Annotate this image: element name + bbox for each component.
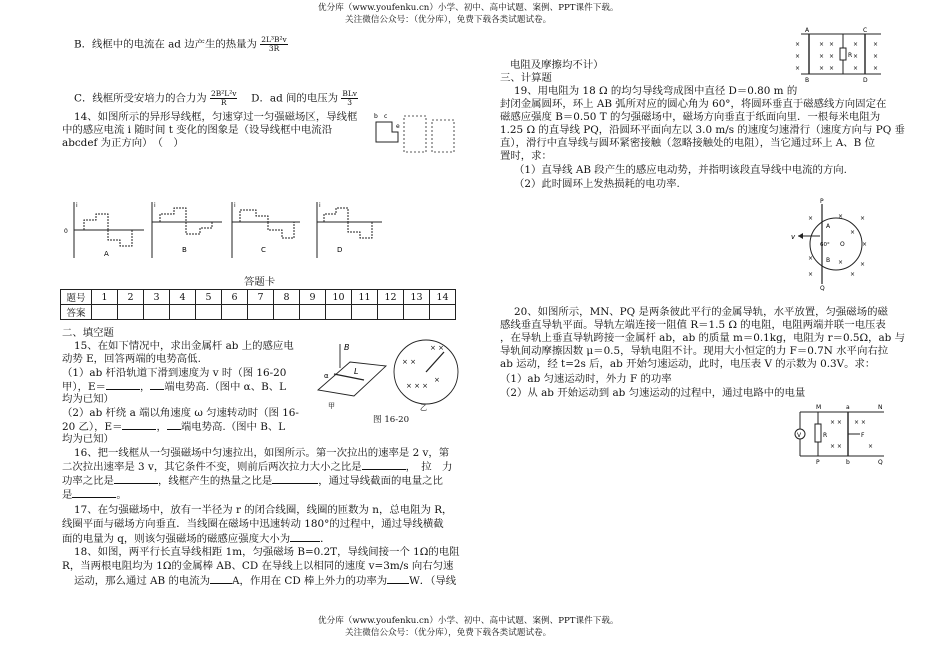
q15-blank-1[interactable]: [106, 380, 140, 390]
svg-text:×: ×: [829, 53, 835, 60]
label-jia: 甲: [328, 402, 335, 410]
svg-text:×: ×: [873, 65, 879, 72]
svg-text:×: ×: [838, 213, 844, 220]
card-num: 3: [144, 290, 170, 305]
q15-line-5: （2）ab 杆绕 a 端以角速度 ω 匀速转动时（图 16-: [62, 407, 299, 419]
answer-cell[interactable]: [92, 305, 118, 320]
svg-text:i: i: [319, 202, 321, 209]
answer-cell[interactable]: [144, 305, 170, 320]
card-num: 2: [118, 290, 144, 305]
q17-line-1: 17、在匀强磁场中，放有一半径为 r 的闭合线圈，线圈的匝数为 n，总电阻为 R，: [74, 504, 453, 516]
svg-text:×: ×: [808, 255, 814, 262]
q15-line-3: （1）ab 杆沿轨道下滑到速度为 v 时（图 16-20: [62, 367, 287, 379]
answer-card-title: 答题卡: [244, 276, 276, 288]
svg-text:×: ×: [795, 53, 801, 60]
header-line-1: 优分库（www.youfenku.cn）小学、初中、高中试题、案例、PPT课件下载。: [318, 3, 619, 13]
q19-line-2: 封闭金属圆环，环上 AB 弧所对应的圆心角为 60°，将圆环垂直于磁感线方向固定在: [500, 98, 887, 110]
graph-c: [232, 202, 300, 258]
answer-cell[interactable]: [326, 305, 352, 320]
q15-line-3b: 甲），E＝ ， 端电势高.（图中 α、B、L: [62, 381, 287, 393]
q15-blank-4[interactable]: [167, 420, 181, 430]
label-alpha: α: [324, 372, 329, 380]
answer-cell[interactable]: [196, 305, 222, 320]
q13-d-fraction: $\frac{\text{BLv}}{3}$: [342, 89, 358, 107]
q18-line-1: 18、如图，两平行长直导线相距 1m，匀强磁场 B=0.2T，导线间接一个 1Ω的电阻: [74, 546, 460, 558]
figure-jia: [318, 343, 386, 410]
answer-card-row-answers: [61, 305, 456, 320]
svg-text:× ×: × ×: [830, 443, 842, 450]
label-f: F: [861, 432, 865, 439]
q19-sub-2: （2）此时圆环上发热损耗的电功率.: [514, 178, 680, 190]
svg-text:×: ×: [829, 41, 835, 48]
svg-text:×: ×: [850, 271, 856, 278]
svg-text:i: i: [76, 202, 78, 209]
card-num: 8: [274, 290, 300, 305]
q20-line-5: ab 运动，经 t=2s 后，ab 开始匀速运动，此时，电压表 V 的示数为 0.3V。求：: [500, 358, 876, 370]
label-c: C: [863, 27, 868, 34]
svg-text:0: 0: [64, 228, 68, 235]
card-num: 14: [430, 290, 456, 305]
graph-d-label: D: [337, 246, 343, 254]
svg-text:×: ×: [853, 53, 859, 60]
q19-ring-figure: [790, 200, 870, 290]
q16-line-1: 16、把一线框从一匀强磁场中匀速拉出，如图所示。第一次拉出的速率是 2 v，第: [74, 447, 450, 459]
label-r: R: [823, 432, 828, 439]
answer-cell[interactable]: [274, 305, 300, 320]
answer-cell[interactable]: [352, 305, 378, 320]
svg-text:×: ×: [838, 259, 844, 266]
footer-line-1: 优分库（www.youfenku.cn）小学、初中、高中试题、案例、PPT课件下载。: [318, 616, 619, 626]
q19-line-5: 直），滑行中直导线与圆环紧密接触（忽略接触处的电阻），当它通过环上 A、B 位: [500, 137, 876, 149]
q15-blank-2[interactable]: [150, 380, 164, 390]
graph-b: [152, 202, 222, 258]
label-b: b: [846, 459, 850, 466]
svg-text:× ×: × ×: [402, 358, 416, 366]
q15-line-7: 均为已知）: [62, 433, 114, 445]
q19-sub-1: （1）直导线 AB 段产生的感应电动势，并指明该段直导线中电流的方向.: [514, 164, 847, 176]
q18-tail: 电阻及摩擦均不计）: [510, 59, 604, 71]
field-region-2: [432, 120, 454, 152]
label-q: Q: [878, 459, 883, 466]
graph-b-label: B: [182, 246, 187, 254]
label-r: R: [848, 52, 853, 59]
q19-line-1: 19、用电阻为 18 Ω 的均匀导线弯成图中直径 D＝0.80 m 的: [514, 85, 798, 97]
svg-text:×: ×: [808, 215, 814, 222]
q20-line-3: ，在导轨上垂直导轨跨接一金属杆 ab，ab 的质量 m＝0.1kg，电阻为 r＝0.5Ω，ab 与: [500, 332, 906, 344]
rotating-rod: [426, 352, 444, 372]
label-a: A: [826, 223, 831, 230]
label-a: a: [846, 404, 850, 411]
q18-blank-2[interactable]: [387, 574, 409, 584]
label-q: Q: [820, 285, 825, 292]
q13-c-fraction: $\frac{\text{2B²L²v}}{R}$: [210, 89, 237, 107]
q19-line-4: 1.25 Ω 的直导线 PQ，沿圆环平面向左以 3.0 m/s 的速度匀速滑行（速度方向与 PQ 垂: [500, 124, 905, 136]
q18-blank-1[interactable]: [210, 574, 232, 584]
answer-cell[interactable]: [300, 305, 326, 320]
q18-line-2: R，当两根电阻均为 1Ω的金属棒 AB、CD 在导线上以相同的速度 v=3m/s 向右匀速: [62, 560, 454, 572]
q19-line-3: 磁感应强度 B＝0.50 T 的匀强磁场中，磁场方向垂直于纸面向里．一根每米电阻为: [500, 111, 881, 123]
q14-frame-figure: [372, 110, 462, 158]
q14-line-3: abcdef 为正方向） （ ）: [62, 137, 184, 149]
resistor-r: [840, 48, 846, 60]
graph-a-curve-pos: [84, 214, 108, 230]
q17-line-2: 线圈平面与磁场方向垂直．当线圈在磁场中迅速转动 180°的过程中，通过导线横截: [62, 518, 444, 530]
q19-line-6: 置时，求：: [500, 150, 552, 162]
label-b: B: [344, 343, 350, 352]
frame-label-b: b: [374, 113, 378, 120]
q15-line-1: 15、在如下情况中，求出金属杆 ab 上的感应电: [74, 340, 294, 352]
svg-text:×: ×: [873, 41, 879, 48]
answer-cell[interactable]: [222, 305, 248, 320]
answer-cell[interactable]: [404, 305, 430, 320]
q15-line-4: 均为已知）: [62, 393, 114, 405]
answer-cell[interactable]: [170, 305, 196, 320]
label-a: A: [805, 27, 810, 34]
svg-text:× ×: × ×: [830, 419, 842, 426]
svg-text:×: ×: [795, 41, 801, 48]
graph-c-label: C: [261, 246, 266, 254]
row-label-answer: 答案: [61, 305, 92, 320]
label-angle: 60°: [820, 242, 830, 248]
svg-text:×: ×: [819, 65, 825, 72]
label-p: P: [816, 459, 820, 466]
q15-line-6: 20 乙），E＝ ， 端电势高.（图中 B、L: [62, 421, 286, 433]
svg-text:×: ×: [868, 443, 874, 450]
svg-text:× ×: × ×: [854, 419, 866, 426]
svg-text:×: ×: [853, 65, 859, 72]
svg-text:×: ×: [850, 229, 856, 236]
card-num: 13: [404, 290, 430, 305]
header-line-2: 关注微信公众号：（优分库），免费下载各类试题试卷。: [345, 15, 552, 25]
card-num: 12: [378, 290, 404, 305]
answer-cell[interactable]: [118, 305, 144, 320]
section-3-title: 三、计算题: [500, 72, 552, 84]
figure-caption: 图 16-20: [373, 415, 410, 425]
q17-line-3: 面的电量为 q，则该匀强磁场的磁感应强度大小为 ．: [62, 533, 331, 545]
card-num: 4: [170, 290, 196, 305]
rod-ab: [334, 374, 364, 380]
label-yi: 乙: [420, 404, 427, 412]
q16-blank-4[interactable]: [72, 488, 116, 498]
svg-text:×: ×: [434, 376, 440, 384]
q18-rails-figure: [795, 27, 883, 84]
q16-blank-1[interactable]: [362, 460, 406, 470]
q13-option-c: C．线框所受安培力的合力为 $\frac{\text{2B²L²v}}{R}$ D．ad 间的电压为 $\frac{\text{BLv}}{3}$: [74, 89, 358, 107]
frame-shape: [376, 122, 398, 142]
q20-sub-1: （1）ab 匀速运动时，外力 F 的功率: [500, 373, 672, 385]
svg-text:×: ×: [795, 65, 801, 72]
frame-label-c: c: [384, 113, 388, 120]
label-d: D: [863, 77, 868, 84]
answer-card-row-numbers: [61, 290, 456, 305]
q20-line-2: 感线垂直导轨平面。导轨左端连接一阻值 R＝1.5 Ω 的电阻，电阻两端并联一电压表: [500, 319, 886, 331]
card-num: 6: [222, 290, 248, 305]
q16-blank-3[interactable]: [272, 474, 318, 484]
card-num: 7: [248, 290, 274, 305]
svg-text:×: ×: [829, 65, 835, 72]
q16-line-4: 是 。: [62, 489, 127, 501]
q20-line-4: 导轨间动摩擦因数 μ＝0.5，导轨电阻不计。现用大小恒定的力 F＝0.7N 水平向右拉: [500, 345, 889, 357]
section-2-title: 二、填空题: [62, 327, 114, 339]
label-b: B: [826, 257, 831, 264]
card-num: 10: [326, 290, 352, 305]
figure-16-20: [310, 338, 460, 416]
footer-line-2: 关注微信公众号：（优分库），免费下载各类试题试卷。: [345, 628, 552, 638]
svg-text:i: i: [154, 202, 156, 209]
resistor-r: [815, 424, 821, 442]
q20-rails-figure: [788, 404, 888, 464]
svg-text:i: i: [234, 202, 236, 209]
answer-card-table: [60, 289, 456, 320]
q13-b-fraction: $\frac{\text{2L³B²v}}{3R}$: [261, 35, 287, 53]
frame-label-e: e: [396, 123, 400, 130]
card-num: 9: [300, 290, 326, 305]
q17-blank[interactable]: [290, 532, 320, 542]
svg-text:×: ×: [819, 53, 825, 60]
svg-text:×: ×: [819, 41, 825, 48]
figure-yi: [394, 340, 458, 412]
graph-a: [64, 202, 144, 258]
q16-line-3: 功率之比是 ，线框产生的热量之比是 ，通过导线截面的电量之比: [62, 475, 443, 487]
card-num: 11: [352, 290, 378, 305]
q14-line-1: 14、如图所示的异形导线框，匀速穿过一匀强磁场区，导线框: [74, 111, 358, 123]
graph-d: [317, 202, 382, 258]
svg-text:×: ×: [873, 53, 879, 60]
graph-a-curve-neg: [108, 230, 132, 246]
q20-line-1: 20、如图所示，MN、PQ 是两条彼此平行的金属导轨，水平放置，匀强磁场的磁: [514, 306, 888, 318]
label-voltmeter: V: [797, 432, 802, 439]
q14-line-2: 中的感应电流 i 随时间 t 变化的图象是（设导线框中电流沿: [62, 124, 333, 136]
label-n: N: [878, 404, 883, 411]
svg-text:× × ×: × × ×: [406, 382, 429, 390]
svg-text:×: ×: [860, 215, 866, 222]
q16-blank-2[interactable]: [114, 474, 158, 484]
label-v: v: [791, 233, 796, 241]
answer-cell[interactable]: [248, 305, 274, 320]
svg-text:×: ×: [860, 261, 866, 268]
field-region: [404, 116, 426, 152]
label-m: M: [816, 404, 822, 411]
q20-sub-2: （2）从 ab 开始运动到 ab 匀速运动的过程中，通过电路中的电量: [500, 387, 806, 399]
answer-cell[interactable]: [378, 305, 404, 320]
answer-cell[interactable]: [430, 305, 456, 320]
q15-line-2: 动势 E，回答两端的电势高低.: [62, 353, 201, 365]
svg-text:×: ×: [808, 271, 814, 278]
label-b: B: [805, 77, 810, 84]
q18-line-3: 运动，那么通过 AB 的电流为 A，作用在 CD 棒上外力的功率为 W．（导线: [74, 575, 457, 587]
card-num: 1: [92, 290, 118, 305]
yi-x: × ×: [430, 344, 444, 352]
q16-line-2: 二次拉出速率是 3 v，其它条件不变，则前后两次拉力大小之比是 ， 拉 力: [62, 461, 453, 473]
metal-ring: [810, 218, 862, 270]
row-label-number: 题号: [61, 290, 92, 305]
label-o: O: [840, 241, 845, 248]
label-p: P: [820, 198, 824, 205]
graph-a-label: A: [104, 250, 109, 258]
svg-text:×: ×: [862, 241, 868, 248]
label-l: L: [354, 367, 359, 376]
q13-option-b: B．线框中的电流在 ad 边产生的热量为 $\frac{\text{2L³B²v}}{3R}$: [74, 35, 287, 53]
svg-text:×: ×: [853, 41, 859, 48]
q14-graph-options: [62, 200, 352, 270]
q15-blank-3[interactable]: [122, 420, 156, 430]
card-num: 5: [196, 290, 222, 305]
